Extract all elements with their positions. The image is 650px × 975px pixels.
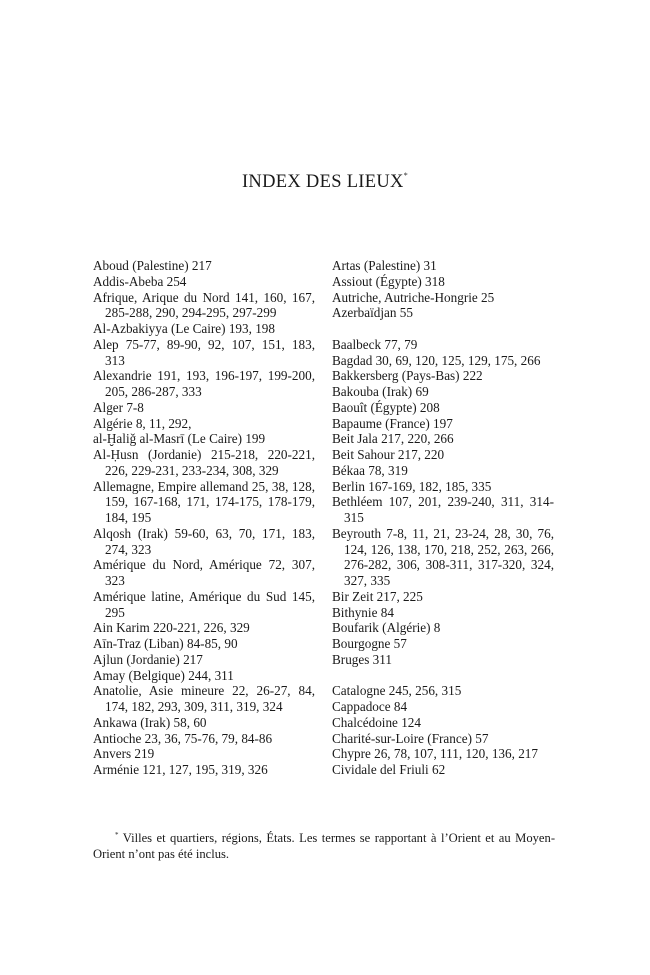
index-entry: Bethléem 107, 201, 239-240, 311, 314-315: [332, 494, 554, 525]
index-entry: Békaa 78, 319: [332, 462, 408, 478]
footnote-text-block: [93, 828, 555, 862]
index-entry: Al-Ḥusn (Jordanie) 215-218, 220-221, 226, 229-231, 233-234, 308, 329: [93, 447, 315, 478]
index-entry: Azerbaïdjan 55: [332, 305, 413, 321]
index-entry: Algérie 8, 11, 292,: [93, 415, 192, 431]
index-entry: Bakouba (Irak) 69: [332, 384, 429, 399]
index-entry: Ajlun (Jordanie) 217: [93, 651, 203, 667]
index-entry: Catalogne 245, 256, 315: [332, 683, 462, 699]
footnote: [93, 828, 555, 862]
index-entry: Anvers 219: [93, 746, 155, 762]
index-entry: Amay (Belgique) 244, 311: [93, 667, 234, 683]
index-entry: Bruges 311: [332, 651, 392, 667]
index-entry: Aboud (Palestine) 217: [93, 258, 212, 273]
index-entry: Bourgogne 57: [332, 636, 407, 651]
title-text: INDEX DES LIEUX: [241, 172, 404, 192]
footnote-marker: *: [115, 831, 119, 839]
index-entry: Ankawa (Irak) 58, 60: [93, 714, 207, 730]
footnote-text: Villes et quartiers, régions, États. Les termes se rapportant à l’Orient et au Moyen-Orient n’ont pas été inclus.: [93, 831, 556, 861]
index-entry: Antioche 23, 36, 75-76, 79, 84-86: [93, 730, 273, 746]
letter-group-spacer: [332, 321, 554, 337]
index-entry: Afrique, Arique du Nord 141, 160, 167, 285-288, 290, 294-295, 297-299: [93, 289, 315, 321]
index-entry: Autriche, Autriche-Hongrie 25: [332, 289, 495, 305]
index-entry: Beit Sahour 217, 220: [332, 447, 445, 462]
index-entry: Beit Jala 217, 220, 266: [332, 431, 454, 447]
index-entry: Addis-Abeba 254: [93, 273, 187, 289]
index-entry: Assiout (Égypte) 318: [332, 273, 445, 289]
index-entry: Artas (Palestine) 31: [332, 258, 437, 273]
index-entry: Ain Karim 220-221, 226, 329: [93, 620, 250, 636]
index-entry: Bithynie 84: [332, 604, 394, 620]
index-entry: Chalcédoine 124: [332, 714, 421, 730]
page-title: [0, 172, 650, 193]
index-entry: Berlin 167-169, 182, 185, 335: [332, 478, 492, 494]
index-entry: Alger 7-8: [93, 399, 144, 415]
index-entry: Bir Zeit 217, 225: [332, 588, 423, 604]
index-entry: Alexandrie 191, 193, 196-197, 199-200, 205, 286-287, 333: [93, 368, 315, 399]
index-entry: Bakkersberg (Pays-Bas) 222: [332, 368, 483, 384]
index-entry: Alep 75-77, 89-90, 92, 107, 151, 183, 313: [93, 336, 315, 368]
index-entry: Aīn-Traz (Liban) 84-85, 90: [93, 636, 238, 651]
index-entry: Bagdad 30, 69, 120, 125, 129, 175, 266: [332, 352, 541, 368]
index-entry: Alqosh (Irak) 59-60, 63, 70, 171, 183, 274, 323: [93, 525, 315, 557]
index-entry: Boufarik (Algérie) 8: [332, 620, 441, 636]
title-footnote-marker: *: [403, 170, 409, 180]
index-entry: al-Ḫaliǧ al-Masrī (Le Caire) 199: [93, 431, 266, 447]
index-entry: Cividale del Friuli 62: [332, 762, 446, 777]
index-entry: Amérique du Nord, Amérique 72, 307, 323: [93, 557, 315, 588]
index-entry: Baouît (Égypte) 208: [332, 399, 440, 415]
index-column-right: [332, 258, 554, 778]
index-entry: Allemagne, Empire allemand 25, 38, 128, 159, 167-168, 171, 174-175, 178-179, 184, 195: [93, 478, 315, 525]
index-entry: Cappadoce 84: [332, 699, 408, 714]
index-entry: Chypre 26, 78, 107, 111, 120, 136, 217: [332, 746, 538, 762]
index-entry: Al-Azbakiyya (Le Caire) 193, 198: [93, 321, 275, 336]
index-column-left: [93, 258, 315, 778]
index-entry: Bapaume (France) 197: [332, 415, 453, 431]
index-entry: Arménie 121, 127, 195, 319, 326: [93, 762, 268, 777]
index-entry: Amérique latine, Amérique du Sud 145, 295: [93, 588, 315, 620]
letter-group-spacer: [332, 668, 554, 684]
index-entry: Charité-sur-Loire (France) 57: [332, 730, 489, 746]
index-entry: Anatolie, Asie mineure 22, 26-27, 84, 174, 182, 293, 309, 311, 319, 324: [93, 683, 315, 714]
index-entry: Beyrouth 7-8, 11, 21, 23-24, 28, 30, 76, 124, 126, 138, 170, 218, 252, 263, 266, 276-282, 306, 308-311, 317-320, 324, 327, 335: [332, 525, 554, 588]
index-entry: Baalbeck 77, 79: [332, 336, 418, 352]
